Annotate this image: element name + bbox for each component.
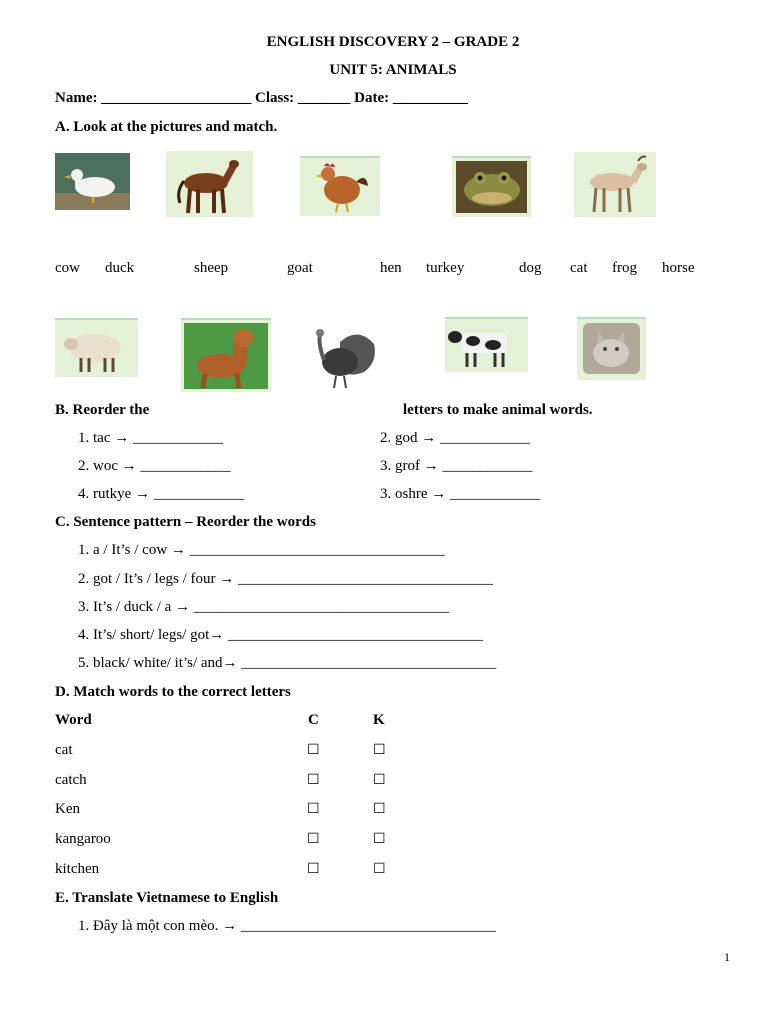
unit-title: UNIT 5: ANIMALS: [329, 62, 457, 78]
reorder-item-grof: 3. grof → ____________: [380, 458, 533, 474]
word-cow: cow: [55, 260, 80, 276]
word-cat: cat: [570, 260, 588, 276]
checkbox-c-kangaroo[interactable]: ☐: [307, 831, 320, 847]
translate-item-1: 1. Đây là một con mèo. → __________________________________: [78, 918, 496, 934]
match-word-cat: cat: [55, 742, 73, 758]
word-frog: frog: [612, 260, 637, 276]
sentence-item-4: 4. It’s/ short/ legs/ got→ __________________________________: [78, 627, 483, 643]
word-goat: goat: [287, 260, 313, 276]
word-sheep: sheep: [194, 260, 229, 276]
page-number: 1: [724, 950, 730, 964]
checkbox-c-cat[interactable]: ☐: [307, 742, 320, 758]
word-horse: horse: [662, 260, 695, 276]
turkey-picture: [310, 322, 378, 390]
duck-picture: [55, 153, 130, 210]
word-dog: dog: [519, 260, 542, 276]
checkbox-c-kitchen[interactable]: ☐: [307, 861, 320, 877]
sentence-item-1: 1. a / It’s / cow → __________________________________: [78, 542, 445, 558]
checkbox-c-ken[interactable]: ☐: [307, 801, 320, 817]
checkbox-k-cat[interactable]: ☐: [373, 742, 386, 758]
sentence-item-2: 2. got / It’s / legs / four → __________________________________: [78, 571, 493, 587]
worksheet-title: ENGLISH DISCOVERY 2 – GRADE 2: [266, 34, 520, 50]
goat-picture: [574, 152, 656, 217]
match-word-ken: Ken: [55, 801, 80, 817]
student-info-line: Name: ____________________ Class: _______ Date: __________: [55, 90, 468, 106]
sentence-item-3: 3. It’s / duck / a → __________________________________: [78, 599, 449, 615]
cow-picture: [445, 317, 528, 372]
cat-picture: [577, 317, 646, 380]
match-word-kitchen: kitchen: [55, 861, 100, 877]
section-a-heading: A. Look at the pictures and match.: [55, 119, 278, 135]
column-c-header: C: [308, 712, 319, 728]
word-turkey: turkey: [426, 260, 465, 276]
sheep-picture: [55, 318, 138, 377]
checkbox-k-kangaroo[interactable]: ☐: [373, 831, 386, 847]
hen-picture: [300, 156, 380, 216]
reorder-item-tac: 1. tac → ____________: [78, 430, 223, 446]
reorder-item-woc: 2. woc → ____________: [78, 458, 231, 474]
column-k-header: K: [373, 712, 385, 728]
word-hen: hen: [380, 260, 402, 276]
column-word-header: Word: [55, 712, 92, 728]
section-c-heading: C. Sentence pattern – Reorder the words: [55, 514, 316, 530]
checkbox-k-ken[interactable]: ☐: [373, 801, 386, 817]
frog-picture: [452, 156, 531, 217]
checkbox-k-kitchen[interactable]: ☐: [373, 861, 386, 877]
section-e-heading: E. Translate Vietnamese to English: [55, 890, 279, 906]
reorder-item-oshre: 3. oshre → ____________: [380, 486, 540, 502]
horse-picture: [166, 151, 253, 217]
section-b-heading-right: letters to make animal words.: [403, 402, 593, 418]
section-b-heading-left: B. Reorder the: [55, 402, 150, 418]
match-word-kangaroo: kangaroo: [55, 831, 111, 847]
section-d-heading: D. Match words to the correct letters: [55, 684, 291, 700]
reorder-item-god: 2. god → ____________: [380, 430, 530, 446]
reorder-item-rutkye: 4. rutkye → ____________: [78, 486, 244, 502]
sentence-item-5: 5. black/ white/ it’s/ and→ __________________________________: [78, 655, 497, 671]
checkbox-c-catch[interactable]: ☐: [307, 772, 320, 788]
word-duck: duck: [105, 260, 135, 276]
match-word-catch: catch: [55, 772, 87, 788]
dog-picture: [181, 318, 271, 392]
checkbox-k-catch[interactable]: ☐: [373, 772, 386, 788]
